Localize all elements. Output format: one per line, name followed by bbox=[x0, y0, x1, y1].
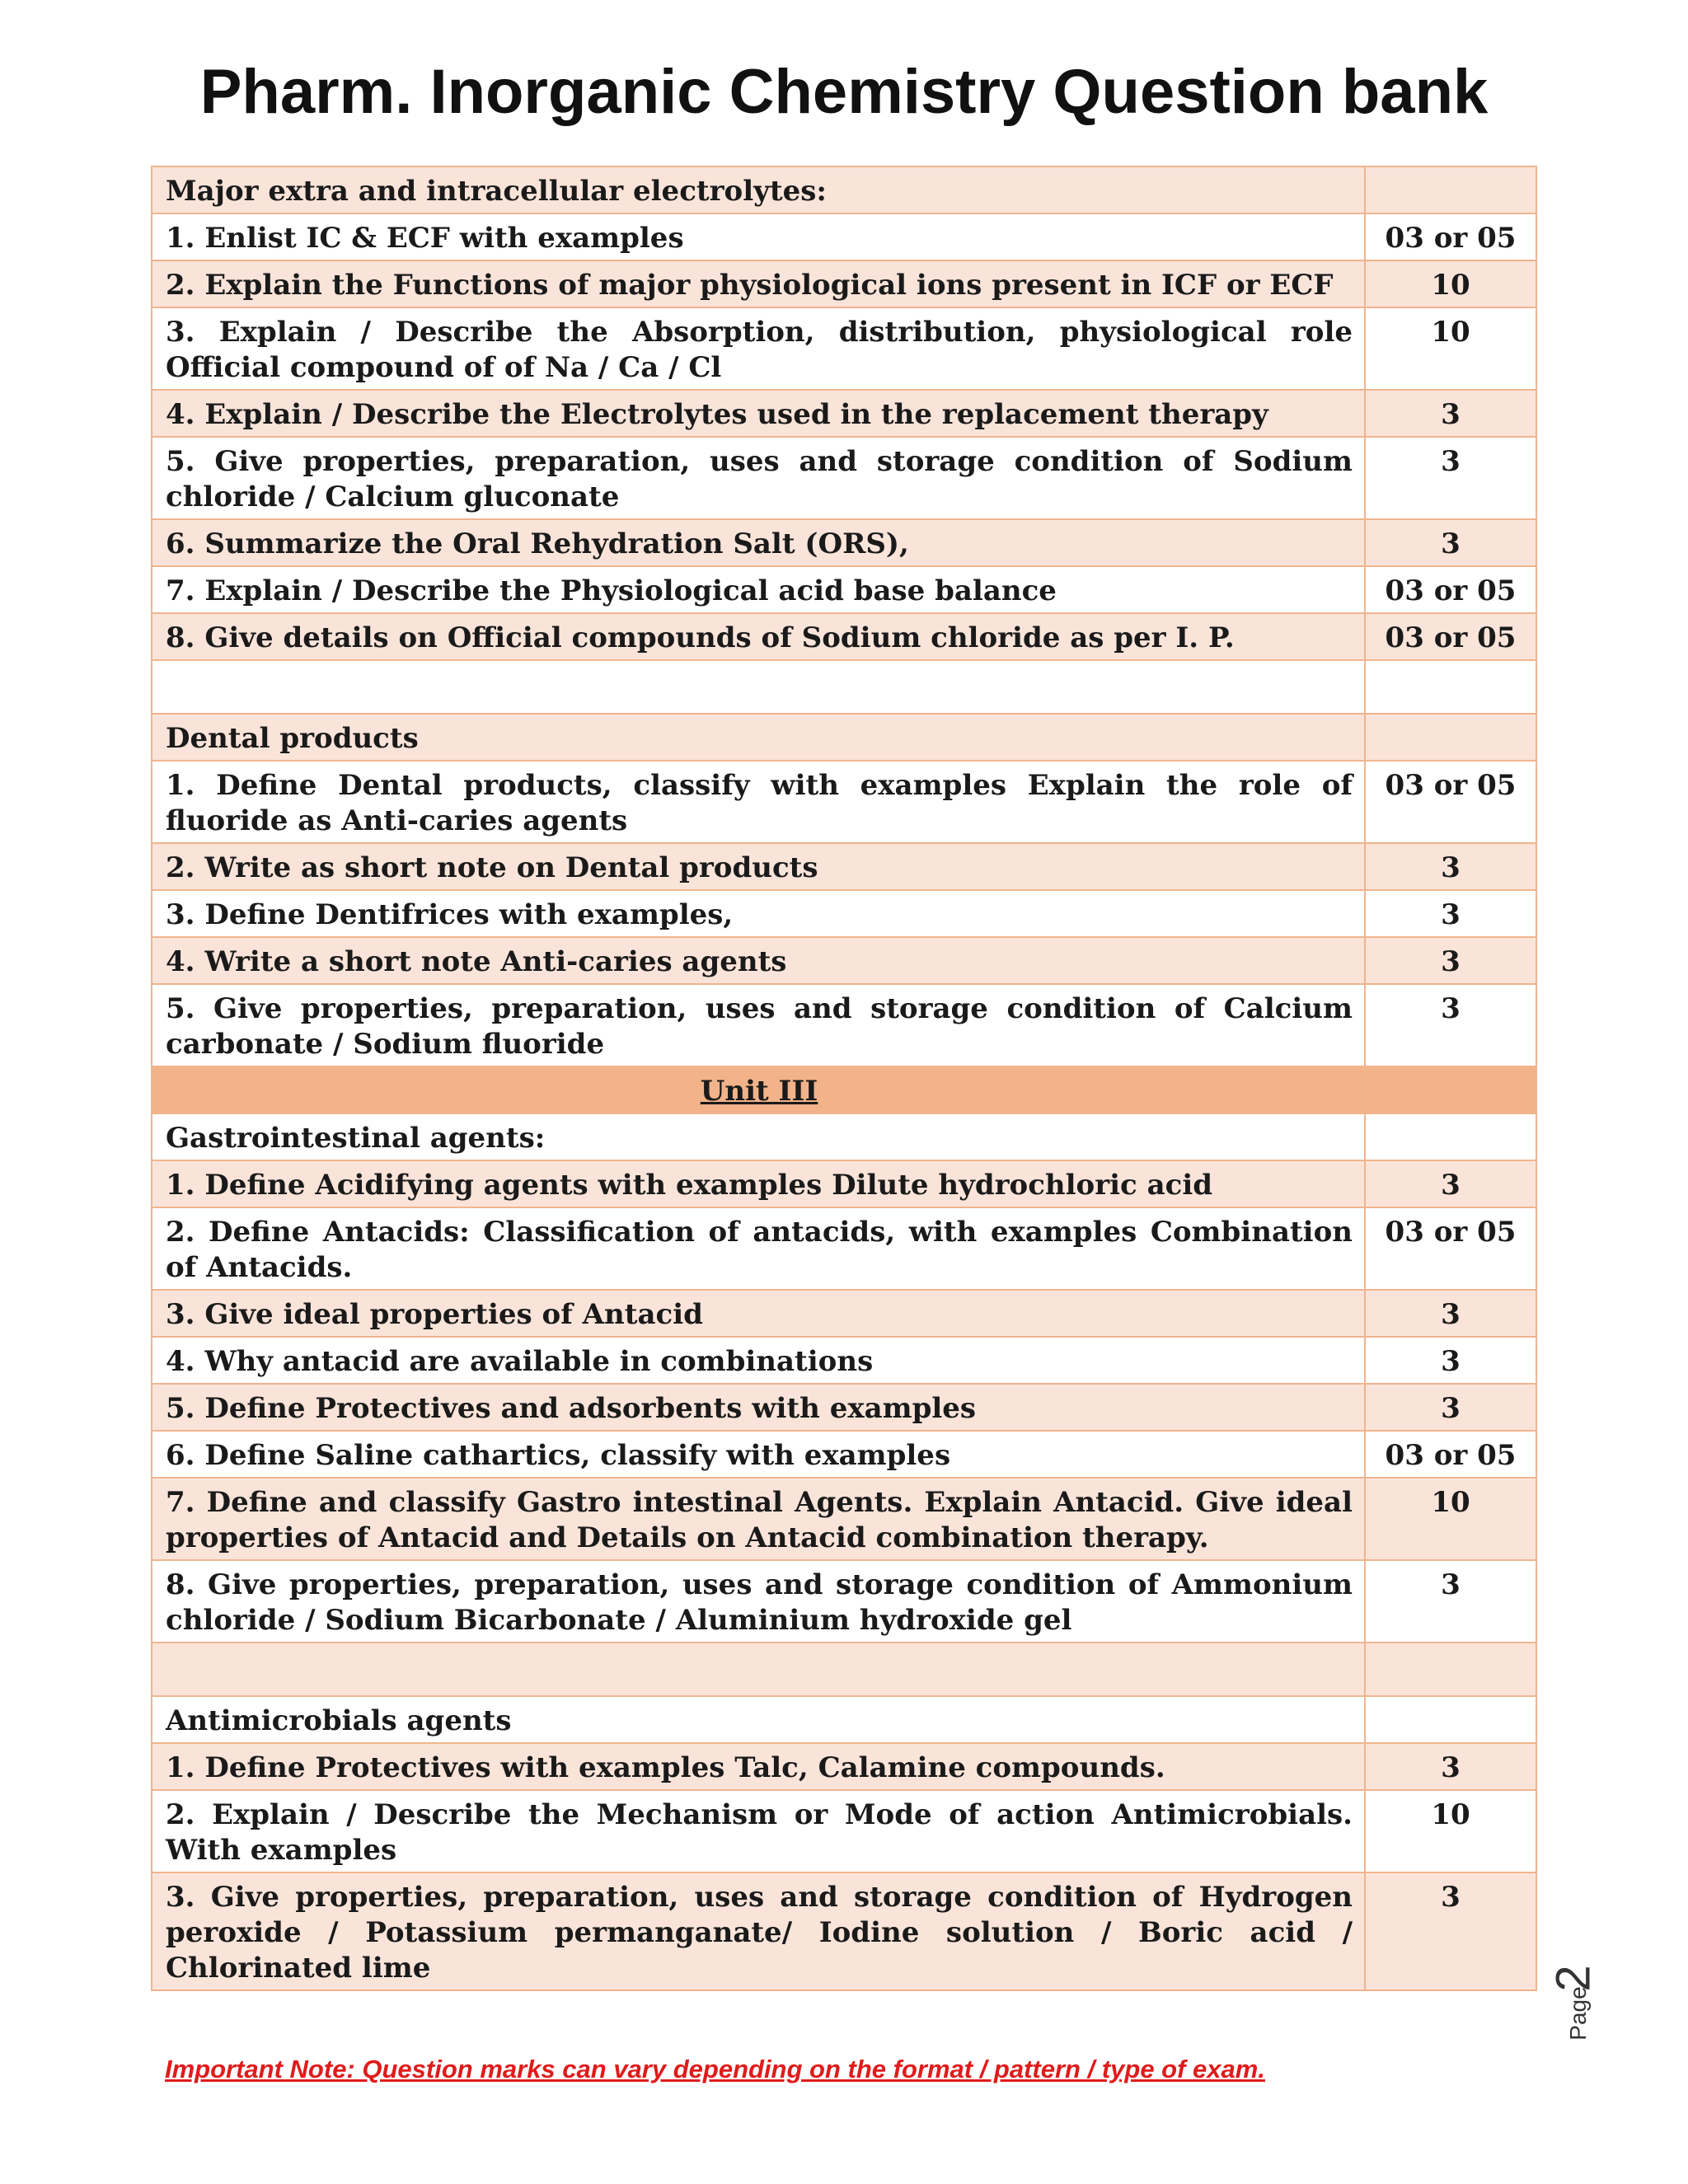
question-row bbox=[152, 1290, 1536, 1337]
question-table bbox=[151, 166, 1537, 1991]
question-text: Gastrointestinal agents: bbox=[152, 1113, 1365, 1160]
important-note: Important Note: Question marks can vary depending on the format / pattern / type of exam. bbox=[165, 2055, 1265, 2083]
marks-cell bbox=[1365, 660, 1536, 714]
marks-cell: 03 or 05 bbox=[1365, 213, 1536, 260]
question-row bbox=[152, 890, 1536, 937]
question-text: 3. Give properties, preparation, uses and storage condition of Hydrogen peroxide / Potassium permanganate/ Iodine solution / Boric acid / Chlorinated lime bbox=[152, 1872, 1365, 1990]
question-text: Dental products bbox=[152, 714, 1365, 761]
question-text: 5. Give properties, preparation, uses and storage condition of Sodium chloride / Calcium gluconate bbox=[152, 437, 1365, 519]
question-row bbox=[152, 260, 1536, 307]
question-row bbox=[152, 1431, 1536, 1478]
question-row bbox=[152, 984, 1536, 1066]
question-text bbox=[152, 660, 1365, 714]
marks-cell: 3 bbox=[1365, 1384, 1536, 1431]
question-text bbox=[152, 1643, 1365, 1696]
question-row bbox=[152, 761, 1536, 843]
marks-cell: 03 or 05 bbox=[1365, 1207, 1536, 1290]
marks-cell: 3 bbox=[1365, 890, 1536, 937]
marks-cell: 3 bbox=[1365, 984, 1536, 1066]
question-row bbox=[152, 1643, 1536, 1696]
marks-cell: 10 bbox=[1365, 1478, 1536, 1560]
question-text: 1. Define Protectives with examples Talc, Calamine compounds. bbox=[152, 1743, 1365, 1790]
marks-cell: 3 bbox=[1365, 519, 1536, 566]
marks-cell: 3 bbox=[1365, 437, 1536, 519]
question-row bbox=[152, 1384, 1536, 1431]
question-text: 2. Define Antacids: Classification of antacids, with examples Combination of Antacids. bbox=[152, 1207, 1365, 1290]
question-row bbox=[152, 1790, 1536, 1872]
question-text: 4. Write a short note Anti-caries agents bbox=[152, 937, 1365, 984]
marks-cell bbox=[1365, 1066, 1536, 1113]
marks-cell: 10 bbox=[1365, 1790, 1536, 1872]
question-row bbox=[152, 1560, 1536, 1643]
question-text: 7. Define and classify Gastro intestinal Agents. Explain Antacid. Give ideal properties of Antacid and Details on Antacid combination therapy. bbox=[152, 1478, 1365, 1560]
question-row bbox=[152, 1872, 1536, 1990]
question-row bbox=[152, 166, 1536, 213]
question-text: 1. Define Dental products, classify with examples Explain the role of fluoride as Anti-caries agents bbox=[152, 761, 1365, 843]
marks-cell bbox=[1365, 1113, 1536, 1160]
question-row bbox=[152, 1337, 1536, 1384]
unit-header-row bbox=[152, 1066, 1536, 1113]
question-text: 6. Summarize the Oral Rehydration Salt (ORS), bbox=[152, 519, 1365, 566]
question-text: 5. Give properties, preparation, uses and storage condition of Calcium carbonate / Sodium fluoride bbox=[152, 984, 1365, 1066]
question-row bbox=[152, 1478, 1536, 1560]
question-row bbox=[152, 660, 1536, 714]
marks-cell bbox=[1365, 1643, 1536, 1696]
marks-cell: 03 or 05 bbox=[1365, 1431, 1536, 1478]
marks-cell: 3 bbox=[1365, 1160, 1536, 1207]
marks-cell: 03 or 05 bbox=[1365, 613, 1536, 660]
question-row bbox=[152, 1160, 1536, 1207]
question-text: 2. Write as short note on Dental products bbox=[152, 843, 1365, 890]
marks-cell: 10 bbox=[1365, 307, 1536, 390]
question-row bbox=[152, 519, 1536, 566]
page-number-marker bbox=[1546, 1957, 1603, 2048]
question-text: 2. Explain / Describe the Mechanism or Mode of action Antimicrobials. With examples bbox=[152, 1790, 1365, 1872]
unit-title: Unit III bbox=[152, 1066, 1365, 1113]
question-row bbox=[152, 566, 1536, 613]
question-row bbox=[152, 613, 1536, 660]
page-number: 2 bbox=[1546, 1965, 1601, 1992]
marks-cell: 03 or 05 bbox=[1365, 566, 1536, 613]
question-text: 6. Define Saline cathartics, classify with examples bbox=[152, 1431, 1365, 1478]
question-text: Major extra and intracellular electrolytes: bbox=[152, 166, 1365, 213]
question-text: 3. Define Dentifrices with examples, bbox=[152, 890, 1365, 937]
question-row bbox=[152, 1743, 1536, 1790]
marks-cell: 3 bbox=[1365, 1290, 1536, 1337]
question-text: 3. Give ideal properties of Antacid bbox=[152, 1290, 1365, 1337]
marks-cell: 3 bbox=[1365, 1337, 1536, 1384]
marks-cell: 3 bbox=[1365, 1560, 1536, 1643]
question-row bbox=[152, 307, 1536, 390]
marks-cell: 03 or 05 bbox=[1365, 761, 1536, 843]
question-row bbox=[152, 1696, 1536, 1743]
marks-cell: 10 bbox=[1365, 260, 1536, 307]
question-row bbox=[152, 843, 1536, 890]
marks-cell: 3 bbox=[1365, 390, 1536, 437]
question-text: 8. Give details on Official compounds of Sodium chloride as per I. P. bbox=[152, 613, 1365, 660]
marks-cell bbox=[1365, 714, 1536, 761]
question-text: 2. Explain the Functions of major physiological ions present in ICF or ECF bbox=[152, 260, 1365, 307]
marks-cell: 3 bbox=[1365, 937, 1536, 984]
question-text: 4. Explain / Describe the Electrolytes used in the replacement therapy bbox=[152, 390, 1365, 437]
question-row bbox=[152, 1207, 1536, 1290]
question-text: 4. Why antacid are available in combinations bbox=[152, 1337, 1365, 1384]
marks-cell bbox=[1365, 166, 1536, 213]
question-row bbox=[152, 437, 1536, 519]
marks-cell: 3 bbox=[1365, 1872, 1536, 1990]
question-row bbox=[152, 937, 1536, 984]
question-table-body bbox=[152, 166, 1536, 1990]
question-row bbox=[152, 213, 1536, 260]
marks-cell: 3 bbox=[1365, 1743, 1536, 1790]
question-text: Antimicrobials agents bbox=[152, 1696, 1365, 1743]
page-title: Pharm. Inorganic Chemistry Question bank bbox=[199, 57, 1489, 127]
page-label: Page bbox=[1565, 1986, 1591, 2041]
question-text: 1. Define Acidifying agents with examples Dilute hydrochloric acid bbox=[152, 1160, 1365, 1207]
question-text: 5. Define Protectives and adsorbents with examples bbox=[152, 1384, 1365, 1431]
question-text: 8. Give properties, preparation, uses and storage condition of Ammonium chloride / Sodium Bicarbonate / Aluminium hydroxide gel bbox=[152, 1560, 1365, 1643]
question-row bbox=[152, 390, 1536, 437]
question-text: 3. Explain / Describe the Absorption, distribution, physiological role Official compound of of Na / Ca / Cl bbox=[152, 307, 1365, 390]
marks-cell: 3 bbox=[1365, 843, 1536, 890]
question-row bbox=[152, 1113, 1536, 1160]
question-text: 7. Explain / Describe the Physiological acid base balance bbox=[152, 566, 1365, 613]
question-row bbox=[152, 714, 1536, 761]
question-text: 1. Enlist IC & ECF with examples bbox=[152, 213, 1365, 260]
marks-cell bbox=[1365, 1696, 1536, 1743]
